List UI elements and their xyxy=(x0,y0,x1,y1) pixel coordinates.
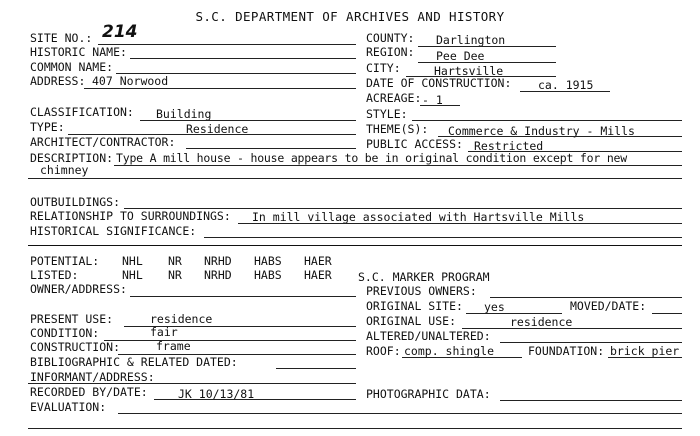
significance-label: HISTORICAL SIGNIFICANCE: xyxy=(30,224,197,238)
photographic-label: PHOTOGRAPHIC DATA: xyxy=(366,387,491,401)
original-site-label: ORIGINAL SITE: xyxy=(366,299,463,313)
type-value: Residence xyxy=(186,122,249,136)
page-title: S.C. DEPARTMENT OF ARCHIVES AND HISTORY xyxy=(195,9,505,24)
site-no-underline xyxy=(98,44,356,45)
evaluation-underline-2 xyxy=(28,428,682,429)
county-underline xyxy=(418,46,556,47)
relationship-underline xyxy=(238,223,682,224)
evaluation-underline xyxy=(118,413,682,414)
public-access-label: PUBLIC ACCESS: xyxy=(366,137,463,151)
region-value: Pee Dee xyxy=(436,49,485,63)
potential-haer: HAER xyxy=(304,254,332,268)
previous-owners-label: PREVIOUS OWNERS: xyxy=(366,284,477,298)
historic-name-underline xyxy=(130,58,356,59)
listed-nr: NR xyxy=(168,268,182,282)
moved-date-underline xyxy=(652,313,682,314)
style-label: STYLE: xyxy=(366,107,408,121)
address-underline xyxy=(84,88,356,89)
city-value: Hartsville xyxy=(434,64,504,78)
photographic-underline xyxy=(500,400,682,401)
description-label: DESCRIPTION: xyxy=(30,151,114,165)
moved-date-label: MOVED/DATE: xyxy=(570,299,647,313)
condition-value: fair xyxy=(150,325,178,339)
potential-nrhd: NRHD xyxy=(204,254,232,268)
foundation-value: brick pier xyxy=(610,344,680,358)
relationship-value: In mill village associated with Hartsville Mills xyxy=(252,210,585,224)
theme-label: THEME(S): xyxy=(366,122,429,136)
potential-label: POTENTIAL: xyxy=(30,254,100,268)
classification-value: Building xyxy=(156,107,212,121)
architect-underline xyxy=(186,148,356,149)
city-label: CITY: xyxy=(366,61,401,75)
altered-underline xyxy=(500,342,682,343)
potential-nr: NR xyxy=(168,254,182,268)
architect-label: ARCHITECT/CONTRACTOR: xyxy=(30,135,176,149)
potential-habs: HABS xyxy=(254,254,282,268)
original-use-label: ORIGINAL USE: xyxy=(366,314,457,328)
outbuildings-label: OUTBUILDINGS: xyxy=(30,195,121,209)
acreage-value: - 1 xyxy=(422,93,443,107)
recorded-by-value: JK 10/13/81 xyxy=(178,387,255,401)
acreage-underline xyxy=(420,105,460,106)
historic-name-label: HISTORIC NAME: xyxy=(30,45,127,59)
previous-owners-underline xyxy=(490,297,682,298)
present-use-label: PRESENT USE: xyxy=(30,312,114,326)
classification-label: CLASSIFICATION: xyxy=(30,105,134,119)
listed-haer: HAER xyxy=(304,268,332,282)
construction-label: CONSTRUCTION: xyxy=(30,340,121,354)
address-label: ADDRESS: xyxy=(30,74,86,88)
listed-label: LISTED: xyxy=(30,268,79,282)
foundation-underline xyxy=(608,357,682,358)
theme-underline xyxy=(438,136,682,137)
informant-underline xyxy=(158,383,356,384)
original-site-value: yes xyxy=(484,300,505,314)
description-value-line1: Type A mill house - house appears to be in original condition except for new xyxy=(116,151,627,165)
present-use-value: residence xyxy=(150,312,213,326)
original-use-underline xyxy=(462,328,682,329)
evaluation-label: EVALUATION: xyxy=(30,400,107,414)
county-value: Darlington xyxy=(436,33,506,47)
recorded-by-label: RECORDED BY/DATE: xyxy=(30,385,148,399)
original-site-underline xyxy=(466,313,562,314)
roof-underline xyxy=(402,357,522,358)
roof-value: comp. shingle xyxy=(404,344,495,358)
section-divider xyxy=(28,245,682,246)
condition-underline xyxy=(104,340,356,341)
listed-habs: HABS xyxy=(254,268,282,282)
potential-nhl: NHL xyxy=(122,254,143,268)
owner-address-underline xyxy=(130,296,356,297)
owner-address-label: OWNER/ADDRESS: xyxy=(30,282,127,296)
date-of-construction-value: ca. 1915 xyxy=(538,78,594,92)
altered-label: ALTERED/UNALTERED: xyxy=(366,329,491,343)
acreage-label: ACREAGE: xyxy=(366,91,422,105)
condition-label: CONDITION: xyxy=(30,326,100,340)
date-of-construction-label: DATE OF CONSTRUCTION: xyxy=(366,76,512,90)
informant-label: INFORMANT/ADDRESS: xyxy=(30,370,155,384)
marker-program: S.C. MARKER PROGRAM xyxy=(358,270,490,284)
bibliographic-underline xyxy=(276,368,356,369)
public-access-value: Restricted xyxy=(474,139,544,153)
site-no-label: SITE NO.: xyxy=(30,31,93,45)
style-underline xyxy=(412,120,682,121)
common-name-label: COMMON NAME: xyxy=(30,60,114,74)
type-label: TYPE: xyxy=(30,120,65,134)
original-use-value: residence xyxy=(510,315,573,329)
site-no-value: 214 xyxy=(102,22,138,42)
listed-nhl: NHL xyxy=(122,268,143,282)
description-value-line2: chimney xyxy=(40,163,89,177)
relationship-label: RELATIONSHIP TO SURROUNDINGS: xyxy=(30,209,231,223)
construction-value: frame xyxy=(156,339,191,353)
bibliographic-label: BIBLIOGRAPHIC & RELATED DATED: xyxy=(30,355,238,369)
listed-nrhd: NRHD xyxy=(204,268,232,282)
foundation-label: FOUNDATION: xyxy=(528,344,605,358)
theme-value: Commerce & Industry - Mills xyxy=(448,124,635,138)
address-value: 407 Norwood xyxy=(92,74,169,88)
region-underline xyxy=(418,62,556,63)
roof-label: ROOF: xyxy=(366,344,401,358)
recorded-underline xyxy=(154,399,356,400)
description-underline-2 xyxy=(28,178,682,179)
classification-underline xyxy=(140,120,356,121)
county-label: COUNTY: xyxy=(366,31,415,45)
region-label: REGION: xyxy=(366,45,415,59)
description-underline-1 xyxy=(114,165,682,166)
date-underline xyxy=(520,91,610,92)
significance-underline xyxy=(204,237,682,238)
